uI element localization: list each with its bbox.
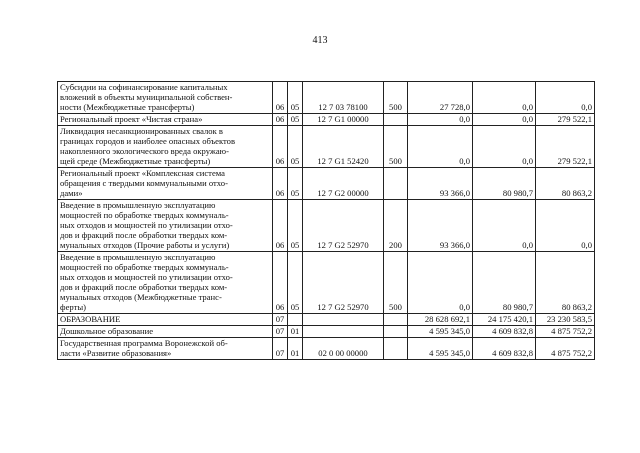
- section-code-cell: 05: [288, 126, 303, 168]
- amount-year3-cell: 0,0: [536, 82, 595, 114]
- amount-year2-cell: 80 980,7: [473, 252, 536, 314]
- amount-year2-cell: 4 609 832,8: [473, 338, 536, 360]
- ministry-code-cell: 06: [273, 200, 288, 252]
- amount-year2-cell: 80 980,7: [473, 168, 536, 200]
- target-article-cell: 12 7 G1 00000: [303, 114, 384, 126]
- item-name-line: Ликвидация несанкционированных свалок в: [60, 126, 223, 136]
- ministry-code-cell: 07: [273, 314, 288, 326]
- section-code-cell: [288, 314, 303, 326]
- item-name-line: накопленного экологического вреда окружаю-: [60, 146, 229, 156]
- item-name-line: щей среде (Межбюджетные трансферты): [60, 156, 211, 166]
- target-article-cell: [303, 326, 384, 338]
- expense-type-cell: [384, 114, 408, 126]
- target-article-cell: 12 7 G1 52420: [303, 126, 384, 168]
- item-name-line: дами»: [60, 188, 83, 198]
- expense-type-cell: [384, 326, 408, 338]
- ministry-code-cell: 06: [273, 114, 288, 126]
- amount-year2-cell: 0,0: [473, 200, 536, 252]
- item-name-line: дов и фракций после обработки твердых ком-: [60, 230, 228, 240]
- item-name-line: Введение в промышленную эксплуатацию: [60, 200, 216, 210]
- expense-type-cell: 500: [384, 82, 408, 114]
- table-row: [58, 82, 595, 114]
- ministry-code-cell: 06: [273, 168, 288, 200]
- ministry-code-cell: 06: [273, 126, 288, 168]
- amount-year1-cell: 0,0: [408, 252, 473, 314]
- target-article-cell: [303, 314, 384, 326]
- item-name-line: мунальных отходов (Межбюджетные транс-: [60, 292, 222, 302]
- ministry-code-cell: 06: [273, 252, 288, 314]
- item-name-cell: [58, 200, 273, 252]
- ministry-code-cell: 07: [273, 326, 288, 338]
- section-code-cell: 01: [288, 338, 303, 360]
- ministry-code-cell: 06: [273, 82, 288, 114]
- section-code-cell: 05: [288, 252, 303, 314]
- table-row: [58, 114, 595, 126]
- amount-year1-cell: 4 595 345,0: [408, 326, 473, 338]
- target-article-cell: 12 7 G2 52970: [303, 252, 384, 314]
- ministry-code-cell: 07: [273, 338, 288, 360]
- item-name-cell: [58, 126, 273, 168]
- expense-type-cell: 500: [384, 252, 408, 314]
- amount-year2-cell: 0,0: [473, 82, 536, 114]
- amount-year1-cell: 0,0: [408, 114, 473, 126]
- section-code-cell: 05: [288, 114, 303, 126]
- expense-type-cell: 200: [384, 200, 408, 252]
- item-name-line: Дошкольное образование: [60, 326, 154, 336]
- table-row: [58, 126, 595, 168]
- item-name-line: границах городов и наиболее опасных объектов: [60, 136, 236, 146]
- item-name-line: ласти «Развитие образования»: [60, 348, 172, 358]
- section-code-cell: 05: [288, 200, 303, 252]
- amount-year3-cell: 4 875 752,2: [536, 338, 595, 360]
- amount-year3-cell: 23 230 583,5: [536, 314, 595, 326]
- expense-type-cell: [384, 338, 408, 360]
- expense-type-cell: [384, 314, 408, 326]
- amount-year2-cell: 0,0: [473, 126, 536, 168]
- budget-table: [57, 81, 595, 360]
- item-name-line: ных отходов и мощностей по утилизации отхо-: [60, 220, 233, 230]
- table-row: [58, 326, 595, 338]
- amount-year1-cell: 28 628 692,1: [408, 314, 473, 326]
- item-name-line: Субсидии на софинансирование капитальных: [60, 82, 228, 92]
- item-name-line: ферты): [60, 302, 86, 312]
- item-name-line: Региональный проект «Комплексная система: [60, 168, 225, 178]
- item-name-line: мощностей по обработке твердых коммуналь-: [60, 262, 229, 272]
- amount-year2-cell: 24 175 420,1: [473, 314, 536, 326]
- item-name-line: обращения с твердыми коммунальными отхо-: [60, 178, 228, 188]
- target-article-cell: 12 7 G2 00000: [303, 168, 384, 200]
- item-name-line: ности (Межбюджетные трансферты): [60, 102, 195, 112]
- item-name-line: ОБРАЗОВАНИЕ: [60, 314, 121, 324]
- amount-year3-cell: 279 522,1: [536, 114, 595, 126]
- item-name-cell: [58, 168, 273, 200]
- item-name-cell: [58, 114, 273, 126]
- table-row: [58, 200, 595, 252]
- item-name-line: ных отходов и мощностей по утилизации отхо-: [60, 272, 233, 282]
- amount-year1-cell: 27 728,0: [408, 82, 473, 114]
- table-row: [58, 168, 595, 200]
- item-name-line: Введение в промышленную эксплуатацию: [60, 252, 216, 262]
- amount-year3-cell: 4 875 752,2: [536, 326, 595, 338]
- target-article-cell: 12 7 G2 52970: [303, 200, 384, 252]
- section-code-cell: 01: [288, 326, 303, 338]
- amount-year3-cell: 80 863,2: [536, 168, 595, 200]
- amount-year3-cell: 0,0: [536, 200, 595, 252]
- page-number: 413: [312, 35, 328, 46]
- item-name-cell: [58, 314, 273, 326]
- item-name-cell: [58, 338, 273, 360]
- target-article-cell: 02 0 00 00000: [303, 338, 384, 360]
- amount-year1-cell: 0,0: [408, 126, 473, 168]
- item-name-line: мунальных отходов (Прочие работы и услуги): [60, 240, 230, 250]
- table-row: [58, 314, 595, 326]
- amount-year1-cell: 93 366,0: [408, 200, 473, 252]
- item-name-cell: [58, 252, 273, 314]
- item-name-cell: [58, 326, 273, 338]
- table-body: [58, 82, 595, 360]
- item-name-line: Государственная программа Воронежской об-: [60, 338, 228, 348]
- item-name-line: вложений в объекты муниципальной собствен-: [60, 92, 233, 102]
- amount-year3-cell: 80 863,2: [536, 252, 595, 314]
- target-article-cell: 12 7 03 78100: [303, 82, 384, 114]
- item-name-line: мощностей по обработке твердых коммуналь-: [60, 210, 229, 220]
- table-row: [58, 252, 595, 314]
- item-name-cell: [58, 82, 273, 114]
- amount-year1-cell: 4 595 345,0: [408, 338, 473, 360]
- item-name-line: Региональный проект «Чистая страна»: [60, 114, 203, 124]
- expense-type-cell: 500: [384, 126, 408, 168]
- item-name-line: дов и фракций после обработки твердых ком-: [60, 282, 228, 292]
- amount-year3-cell: 279 522,1: [536, 126, 595, 168]
- section-code-cell: 05: [288, 82, 303, 114]
- expense-type-cell: [384, 168, 408, 200]
- section-code-cell: 05: [288, 168, 303, 200]
- amount-year2-cell: 0,0: [473, 114, 536, 126]
- amount-year2-cell: 4 609 832,8: [473, 326, 536, 338]
- amount-year1-cell: 93 366,0: [408, 168, 473, 200]
- table-row: [58, 338, 595, 360]
